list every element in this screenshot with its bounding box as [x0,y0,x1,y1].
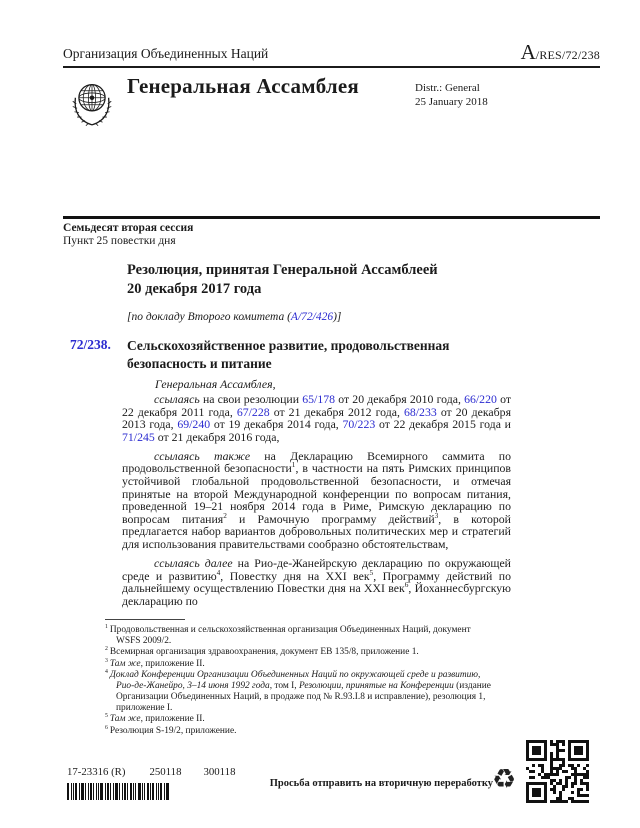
footnote-ref: 1 [291,460,296,470]
agenda-item: Пункт 25 повестки дня [63,235,176,247]
text-segment: от 21 декабря 2016 года, [154,429,280,444]
footer-date2: 300118 [203,766,236,778]
footnotes [105,625,497,737]
preamble-paragraph [122,557,511,607]
text-segment: , в частности на пять Римских принципов устойчивой глобальной продовольственной безопасности, и отмечая принятые на второй Международной конференции по вопросам питания, проведенной 19–21 ноября 2014 года в Риме, Римскую декларацию по вопросам питания [122,461,511,526]
text-segment: Всемирная организация здравоохранения, документ EB 135/8, приложение 1. [109,647,419,658]
report-ref-suffix: )] [333,311,342,323]
text-segment: на Рио-де-Жанейрскую декларацию по окружающей среде и развитию [122,556,511,583]
doc-symbol-letter: A [520,40,536,64]
preamble-paragraph [122,393,511,443]
footnote [105,647,497,658]
doc-link[interactable]: 67/228 [236,404,270,419]
text-segment: Доклад Конференции Организации Объединенных Наций по окружающей среде и развитию, Рио-де-Жанейро, 3–14 июня 1992 года [109,670,481,692]
preamble-paragraphs [122,393,511,614]
text-segment: от 22 декабря 2015 года и [375,417,511,432]
un-emblem-icon [64,72,120,134]
footnote-separator [105,619,185,620]
footnote-marker: 5 [105,713,108,720]
text-segment: , Йоханнесбургскую декларацию по [122,581,511,608]
text-segment: на свои резолюции [199,392,303,406]
footnote-ref: 4 [216,567,221,577]
barcode-icon [67,783,171,800]
footnote [105,659,497,670]
text-segment: (издание Организации Объединенных Наций, в продаже под № R.93.I.8 и исправление), резолюция 1, приложение I. [116,681,491,713]
preamble-actor: Генеральная Ассамблея, [155,377,276,391]
text-segment: Продовольственная и сельскохозяйственная организация Объединенных Наций, документ WSFS 2009/2. [109,625,471,646]
footnote-ref: 2 [223,510,227,520]
resolution-heading-line1: Резолюция, принятая Генеральной Ассамблеей [127,262,438,278]
text-segment: , приложение II. [140,658,205,669]
text-segment: Резолюции, принятые на Конференции [298,681,454,692]
text-segment: от 19 декабря 2014 года, [210,417,343,432]
footnote-ref: 5 [369,567,374,577]
distr-block [415,81,488,109]
doc-link[interactable]: 65/178 [302,392,336,406]
text-segment: от 20 декабря 2010 года, [335,392,465,406]
text-segment: Там же [109,714,141,725]
text-segment: , Повестку дня на XXI век [220,568,370,583]
header-rule [63,66,600,68]
text-segment: от 20 декабря 2013 года, [122,404,511,432]
footnote-ref: 6 [404,580,409,590]
text-segment: , том I, [269,681,299,692]
footnote-marker: 1 [105,623,108,630]
text-segment: и Рамочную программу действий [226,511,435,526]
resolution-title: Сельскохозяйственное развитие, продовольственная безопасность и питание [127,338,450,371]
text-segment: , в которой предлагается набор вариантов добровольных политических мер и стратегий для использования правительствами сообразно обстоятельствам, [122,511,511,552]
text-segment: на Декларацию Всемирного саммита по продовольственной безопасности [122,448,511,476]
footnote [105,726,497,737]
text-segment: , приложение II. [140,714,205,725]
footer-job-number: 17-23316 (R) [67,766,126,778]
footnote [105,625,497,647]
footnote-marker: 4 [105,669,108,675]
text-segment: ссылаясь [154,392,200,406]
assembly-title: Генеральная Ассамблея [127,74,359,98]
footnote-ref: 3 [434,510,439,520]
report-ref-prefix: [по докладу Второго комитета ( [127,311,291,323]
session-label: Семьдесят вторая сессия [63,222,194,234]
doc-link[interactable]: 69/240 [177,417,211,432]
footnote-marker: 6 [105,724,108,731]
footnote-marker: 3 [105,657,108,664]
footnote [105,670,497,714]
section-rule [63,216,600,219]
text-segment: ссылаясь также [154,448,251,463]
text-segment: Там же [109,658,141,669]
text-segment: Резолюция S-19/2, приложение. [109,725,237,736]
text-segment: ссылаясь далее [154,556,233,571]
recycle-icon: ♻ [492,764,517,795]
doc-link[interactable]: 70/223 [342,417,376,432]
report-reference [127,311,341,323]
doc-link[interactable]: 68/233 [403,404,437,419]
footnote [105,714,497,725]
footnote-marker: 2 [105,646,108,653]
resolution-heading-line2: 20 декабря 2017 года [127,281,262,297]
distr-date: 25 January 2018 [415,96,488,108]
doc-link[interactable]: 71/245 [122,429,155,444]
resolution-heading [127,261,438,299]
text-segment: от 22 декабря 2011 года, [122,392,511,419]
doc-symbol-number: /RES/72/238 [535,48,600,62]
report-ref-link[interactable]: A/72/426 [290,311,334,323]
resolution-number: 72/238. [70,337,111,352]
text-segment: от 21 декабря 2012 года, [269,404,404,419]
distr-line: Distr.: General [415,82,480,94]
qr-code-icon [526,740,589,803]
recycle-note: Просьба отправить на вторичную переработку [269,778,493,789]
text-segment: , Программу действий по дальнейшему осуществлению Повестки дня на XXI век [122,568,511,596]
org-name: Организация Объединенных Наций [63,46,269,61]
footer-document-id [67,766,235,778]
doc-link[interactable]: 66/220 [464,392,497,406]
preamble-paragraph [122,450,511,551]
footer-date1: 250118 [149,766,182,778]
doc-symbol [521,40,600,65]
